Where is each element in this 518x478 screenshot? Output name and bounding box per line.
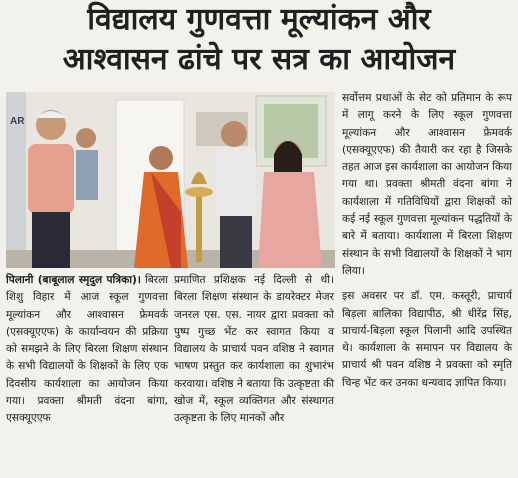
article-text-2: प्रमाणित प्रशिक्षक नई दिल्ली से थी। बिरला शिक्षण संस्थान के डायरेक्टर मेजर जनरल एस. एस. नायर द्वारा प्रवक्ता को पुष्प गुच्छ भेंट कर स्वागत किया व विद्यालय के प्राचार्य पवन वशिष्ठ ने स्वागत भाषण प्रस्तुत कर कार्यशाला का शुभारंभ करवाया। वशिष्ठ ने बताया कि उत्कृष्टता की खोज में, स्कूल व्यक्तिगत और संस्थागत उत्कृष्टता के लिए मानकों और <box>174 274 334 425</box>
article-paragraph-1: सर्वोत्तम प्रथाओं के सेट को प्रतिमान के रूप में लागू करने के लिए स्कूल गुणवत्ता मूल्यांकन और आश्वासन फ्रेमवर्क (एसक्यूएएफ) की तैयारी कर रहा है जिसके तहत आज इस कार्यशाला का आयोजन किया गया था। प्रवक्ता श्रीमती वंदना बांगा ने कार्यशाला में गतिविधियों द्वारा शिक्षकों को कई नई स्कूल गुणवत्ता मूल्यांकन पद्धतियों के बारे में बताया। कार्यशाला में बिरला शिक्षण संस्थान के सभी विद्यालयों के शिक्षकों ने भाग लिया। <box>342 92 512 277</box>
event-photo-illustration <box>6 92 335 268</box>
article-text-1: बिरला शिशु विहार में आज स्कूल गुणवत्ता मूल्यांकन और आश्वासन फ्रेमवर्क (एसक्यूएएफ) के कार्यान्वयन की प्रक्रिया को समझने के लिए बिरला शिक्षण संस्थान के सभी विद्यालयों के शिक्षकों के लिए एक दिवसीय कार्यशाला का आयोजन किया गया। प्रवक्ता श्रीमती वंदना बांगा, एसक्यूएएफ <box>6 274 169 425</box>
article-paragraph-2: इस अवसर पर डॉ. एम. कस्तूरी, प्राचार्य बिड़ला बालिका विद्यापीठ, श्री धीरेंद्र सिंह, प्राचार्य-बिड़ला स्कूल पिलानी आदि उपस्थित थे। कार्यशाला के समापन पर विद्यालय के प्राचार्य श्री पवन वशिष्ठ ने प्रवक्ता को स्मृति चिन्ह भेंट कर उनका धन्यवाद ज्ञापित किया। <box>342 290 512 389</box>
article-column-1 <box>6 272 168 428</box>
article-body-1 <box>6 272 168 428</box>
headline-line-1: विद्यालय गुणवत्ता मूल्यांकन और <box>87 2 431 37</box>
dateline: पिलानी (बाबूलाल स्मृदुल पत्रिका)। <box>6 274 141 286</box>
article-column-3 <box>342 90 512 392</box>
headline-line-2: आश्वासन ढांचे पर सत्र का आयोजन <box>62 42 456 77</box>
article-column-2 <box>174 272 334 428</box>
event-photo <box>6 92 335 268</box>
headline <box>0 0 518 86</box>
wall-text: AR <box>10 116 25 127</box>
